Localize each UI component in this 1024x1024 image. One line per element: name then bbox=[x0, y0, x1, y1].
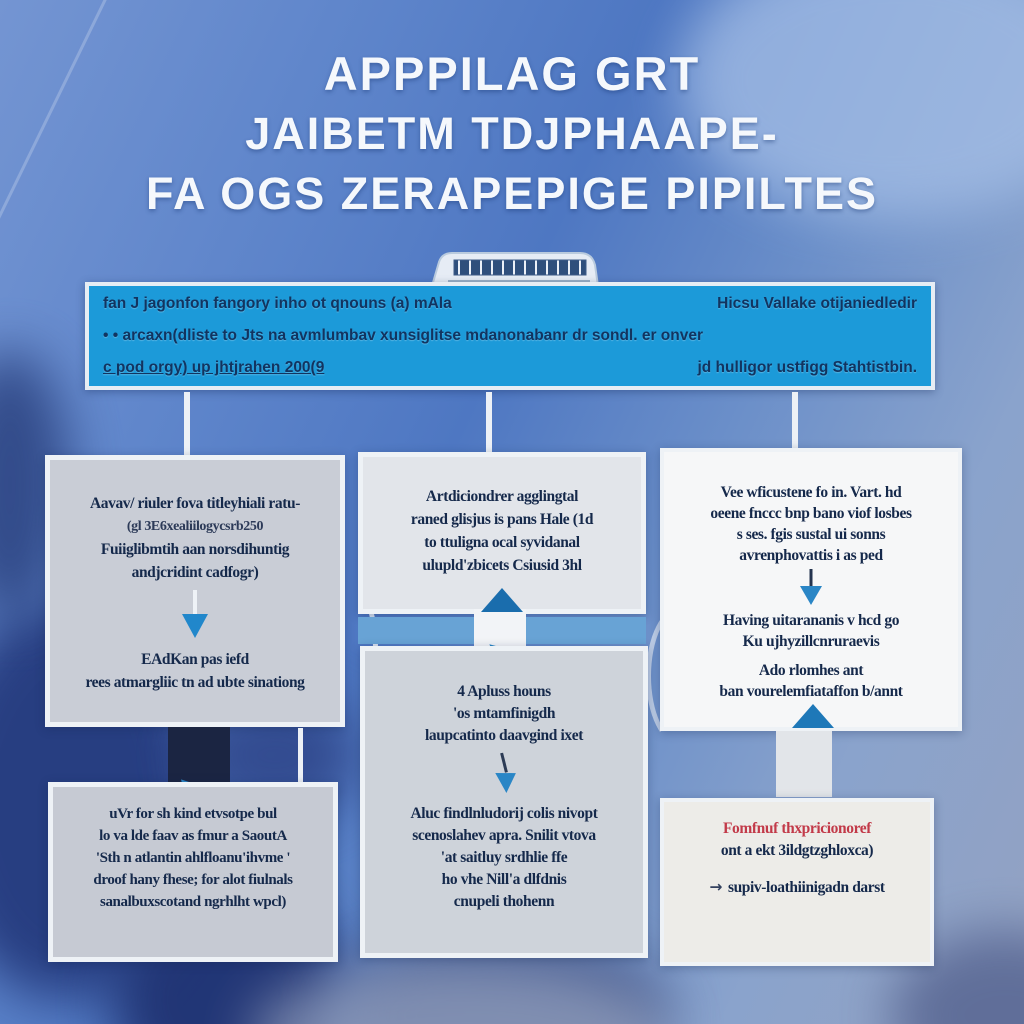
flow-box-right-1 bbox=[660, 448, 962, 731]
box-text-line: laupcatinto daavgind ixet bbox=[425, 727, 583, 744]
header-text-left: fan J jagonfon fangory inho ot qnouns (a) mAla bbox=[103, 295, 452, 312]
arrow-up-icon bbox=[481, 588, 523, 612]
arrow-down-icon bbox=[484, 750, 524, 800]
box-text-line: Artdiciondrer agglingtal bbox=[425, 488, 579, 505]
box-text-line: 'at saitluy srdhlie ffe bbox=[440, 849, 568, 866]
box-text-line: droof hany fhese; for alot fiulnals bbox=[93, 872, 293, 888]
box-text-line: s ses. fgis sustal ui sonns bbox=[736, 526, 886, 543]
box-text-line: uVr for sh kind etvsotpe bul bbox=[109, 806, 277, 822]
header-row-2 bbox=[103, 327, 917, 345]
box-text-line: Having uitarananis v hcd go bbox=[722, 612, 900, 629]
arrow-up-icon bbox=[792, 704, 834, 728]
box-text-line: sanalbuxscotand ngrhlht wpcl) bbox=[100, 894, 286, 910]
arrow-right-icon: → bbox=[709, 878, 722, 896]
connector-line bbox=[792, 392, 798, 450]
box-text-line: cnupeli thohenn bbox=[453, 893, 555, 910]
box-text-line: Vee wficustene fo in. Vart. hd bbox=[720, 484, 902, 501]
connector-line bbox=[486, 392, 492, 454]
title-line-1: APPPILAG GRT bbox=[323, 47, 701, 100]
box-text-line: Ado rlomhes ant bbox=[758, 662, 864, 679]
header-text-left: c pod orgy) up jhtjrahen 200(9 bbox=[103, 359, 325, 376]
box-text-line: scenoslahev apra. Snilit vtova bbox=[412, 827, 596, 844]
flow-box-right-2 bbox=[660, 798, 934, 966]
box-text-line: Ku ujhyzillcnruraevis bbox=[742, 633, 880, 650]
connector-rect bbox=[776, 731, 832, 797]
box-text-line: ulupld'zbicets Csiusid 3hl bbox=[422, 557, 582, 574]
box-text-line: 4 Apluss houns bbox=[457, 683, 551, 700]
box-text-line: 'Sth n atlantin ahlfloanu'ihvme ' bbox=[95, 850, 291, 866]
header-text-right: Hicsu Vallake otijaniedledir bbox=[717, 295, 917, 312]
connector-line bbox=[184, 392, 190, 458]
flow-box-left-1 bbox=[45, 455, 345, 727]
arrow-down-icon bbox=[178, 590, 212, 642]
connector-dark bbox=[168, 727, 230, 787]
header-row-3 bbox=[103, 359, 917, 377]
box-text-line: Fuiiglibmtih aan norsdihuntig bbox=[100, 541, 290, 558]
box-text-line: Aavav/ riuler fova titleyhiali ratu- bbox=[89, 495, 301, 512]
flow-box-left-2 bbox=[48, 782, 338, 962]
page-title bbox=[0, 44, 1024, 224]
box-text-line: raned glisjus is pans Hale (1d bbox=[410, 511, 594, 528]
title-line-3: FA OGS ZERAPEPIGE PIPILTES bbox=[145, 168, 879, 219]
spacer bbox=[664, 862, 930, 876]
spacer bbox=[664, 652, 958, 660]
header-box bbox=[85, 282, 935, 390]
box-text-line: 'os mtamfinigdh bbox=[452, 705, 556, 722]
box-text-line: Aluc findlnludorij colis nivopt bbox=[410, 805, 598, 822]
title-line-2: JAIBETM TDJPHAAPE- bbox=[245, 108, 779, 159]
box-text-line: andjcridint cadfogr) bbox=[131, 564, 259, 581]
header-row-1 bbox=[103, 295, 917, 313]
box-text-line-red: Fomfnuf thxpricionoref bbox=[722, 820, 872, 837]
arrow-down-icon bbox=[794, 569, 828, 607]
box-text-line bbox=[664, 876, 930, 899]
box-text-line: supiv-loathiinigadn darst bbox=[727, 879, 885, 896]
box-text-line: to ttuligna ocal syvidanal bbox=[424, 534, 580, 551]
box-text-line: ont a ekt 3ildgtzghloxca) bbox=[720, 842, 874, 859]
header-text-right: jd hulligor ustfigg Stahtistbin. bbox=[697, 359, 917, 376]
box-text-line: rees atmargliic tn ad ubte sinationg bbox=[85, 674, 305, 691]
box-text-line: avrenphovattis i as ped bbox=[739, 547, 883, 564]
box-text-line: ban vourelemfiataffon b/annt bbox=[719, 683, 903, 700]
box-text-line: oeene fnccc bnp bano viof losbes bbox=[710, 505, 912, 522]
box-text-line: ho vhe Nill'a dlfdnis bbox=[441, 871, 567, 888]
box-text-line: (gl 3E6xealiilogycsrb250 bbox=[126, 519, 264, 534]
box-text-line: EAdKan pas iefd bbox=[141, 651, 249, 668]
connector-line bbox=[298, 728, 303, 784]
header-text-middle: • • arcaxn(dliste to Jts na avmlumbav xunsiglitse mdanonabanr dr sondl. er onver bbox=[103, 327, 704, 344]
flow-box-middle-2 bbox=[360, 646, 648, 958]
box-text-line: lo va lde faav as fmur a SaoutA bbox=[99, 828, 287, 844]
